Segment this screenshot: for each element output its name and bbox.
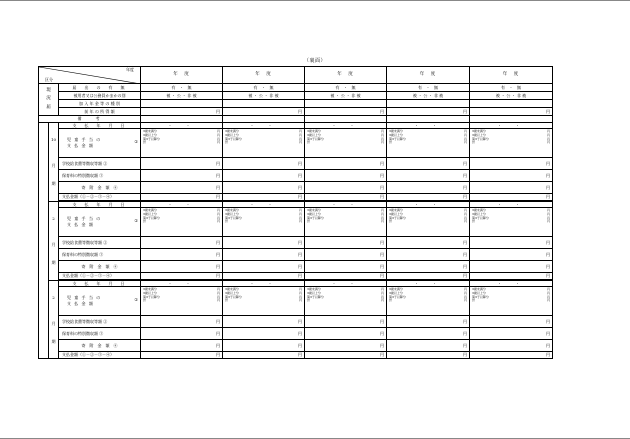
period-1-nursery-row	[39, 170, 553, 182]
status-row-1	[39, 84, 553, 92]
period-1-amount-3[interactable]: 3歳未満分 3歳以上分 第3子以降分 計 円 円 円 円	[305, 129, 387, 158]
period-2-nursery-row	[39, 249, 553, 261]
period-3-donation-1[interactable]: 円	[141, 340, 223, 352]
period-3-net-5[interactable]: 円	[470, 352, 553, 359]
period-3-nursery-5[interactable]: 円	[470, 328, 553, 340]
year-header-label: 年度	[126, 67, 134, 72]
period-1-donation-row	[39, 182, 553, 194]
period-3-nursery-label: 保育料の特別徴収額 ③	[59, 328, 141, 340]
period-3-amount-label: 児 童 手 当 の 支 払 金 額 ①	[59, 287, 141, 316]
period-3-meal-4[interactable]: 円	[387, 316, 470, 328]
period-2-date-5[interactable]: ・ ・	[470, 202, 553, 208]
status-row-3	[39, 100, 553, 108]
period-1-net-5[interactable]: 円	[470, 194, 553, 201]
period-3-net-row	[39, 352, 553, 359]
period-3-net-3[interactable]: 円	[305, 352, 387, 359]
period-3-donation-4[interactable]: 円	[387, 340, 470, 352]
diagonal-header-cell	[39, 67, 141, 84]
fiscal-year-column-1[interactable]: 年 度	[141, 67, 223, 84]
fiscal-year-column-4[interactable]: 年 度	[387, 67, 470, 84]
period-3-donation-3[interactable]: 円	[305, 340, 387, 352]
period-3-meal-label: 学校給食費等徴収等額 ②	[59, 316, 141, 328]
period-1-date-5[interactable]: ・ ・	[470, 123, 553, 129]
period-2-nursery-2[interactable]: 円	[223, 249, 305, 261]
period-2-amount-3[interactable]: 3歳未満分 3歳以上分 第3子以降分 計 円 円 円 円	[305, 208, 387, 237]
period-2-date-4[interactable]: ・ ・	[387, 202, 470, 208]
period-1-amount-row	[39, 129, 553, 158]
status-label-notification: 届 出 の 有 無	[59, 84, 141, 92]
period-3-month-cell: 2 月 期	[49, 281, 59, 359]
status-notification-1[interactable]: 有 ・ 無	[141, 84, 223, 92]
period-1-month-cell: 10 月 期	[49, 123, 59, 202]
period-2-donation-3[interactable]: 円	[305, 261, 387, 273]
period-1-date-1[interactable]: ・ ・	[141, 123, 223, 129]
page-heading: （裏面）	[303, 58, 326, 64]
period-2-nursery-4[interactable]: 円	[387, 249, 470, 261]
period-2-donation-1[interactable]: 円	[141, 261, 223, 273]
status-income-3[interactable]: 円	[305, 108, 387, 116]
status-pension-1[interactable]	[141, 100, 223, 108]
period-3-date-4[interactable]: ・ ・	[387, 281, 470, 287]
status-notification-3[interactable]: 有 ・ 無	[305, 84, 387, 92]
period-3-amount-4[interactable]: 3歳未満分 3歳以上分 第3子以降分 計 円 円 円 円	[387, 287, 470, 316]
remarks-1[interactable]	[141, 116, 223, 123]
period-1-nursery-2[interactable]: 円	[223, 170, 305, 182]
status-pension-2[interactable]	[223, 100, 305, 108]
period-1-donation-1[interactable]: 円	[141, 182, 223, 194]
period-3-meal-1[interactable]: 円	[141, 316, 223, 328]
period-3-net-4[interactable]: 円	[387, 352, 470, 359]
period-2-date-1[interactable]: ・ ・	[141, 202, 223, 208]
period-3-date-3[interactable]: ・ ・	[305, 281, 387, 287]
period-1-net-3[interactable]: 円	[305, 194, 387, 201]
period-2-meal-row	[39, 237, 553, 249]
period-3-net-2[interactable]: 円	[223, 352, 305, 359]
period-3-nursery-2[interactable]: 円	[223, 328, 305, 340]
period-2-date-label: 支 払 年 月 日	[59, 202, 141, 208]
payment-record-table	[38, 66, 553, 359]
period-1-nursery-3[interactable]: 円	[305, 170, 387, 182]
period-1-net-1[interactable]: 円	[141, 194, 223, 201]
remarks-2[interactable]	[223, 116, 305, 123]
period-2-meal-2[interactable]: 円	[223, 237, 305, 249]
period-1-net-label: 支払金額（①－②－③－④）	[59, 194, 141, 201]
period-2-meal-3[interactable]: 円	[305, 237, 387, 249]
period-2-net-5[interactable]: 円	[470, 273, 553, 280]
period-2-net-label: 支払金額（①－②－③－④）	[59, 273, 141, 280]
period-1-date-label: 支 払 年 月 日	[59, 123, 141, 129]
status-pension-3[interactable]	[305, 100, 387, 108]
status-label-employment: 被用者又は公務員かまかの別	[59, 92, 141, 100]
header-row	[39, 67, 553, 84]
period-2-net-2[interactable]: 円	[223, 273, 305, 280]
period-1-amount-2[interactable]: 3歳未満分 3歳以上分 第3子以降分 計 円 円 円 円	[223, 129, 305, 158]
period-3-date-2[interactable]: ・ ・	[223, 281, 305, 287]
period-1-meal-5[interactable]: 円	[470, 158, 553, 170]
period-2-meal-4[interactable]: 円	[387, 237, 470, 249]
period-1-nursery-5[interactable]: 円	[470, 170, 553, 182]
period-1-meal-row	[39, 158, 553, 170]
period-1-net-4[interactable]: 円	[387, 194, 470, 201]
fiscal-year-column-2[interactable]: 年 度	[223, 67, 305, 84]
period-2-amount-4[interactable]: 3歳未満分 3歳以上分 第3子以降分 計 円 円 円 円	[387, 208, 470, 237]
period-1-amount-5[interactable]: 3歳未満分 3歳以上分 第3子以降分 計 円 円 円 円	[470, 129, 553, 158]
period-2-amount-1[interactable]: 3歳未満分 3歳以上分 第3子以降分 計 円 円 円 円	[141, 208, 223, 237]
period-3-amount-row	[39, 287, 553, 316]
period-2-net-row	[39, 273, 553, 280]
status-label-pension: 加 入 年 金 等 の 種 別	[59, 100, 141, 108]
period-2-meal-1[interactable]: 円	[141, 237, 223, 249]
status-row-2	[39, 92, 553, 100]
period-2-amount-label: 児 童 手 当 の 支 払 金 額 ①	[59, 208, 141, 237]
period-3-amount-1[interactable]: 3歳未満分 3歳以上分 第3子以降分 計 円 円 円 円	[141, 287, 223, 316]
period-2-month-cell: 2 月 期	[49, 202, 59, 281]
period-1-net-row	[39, 194, 553, 201]
period-1-donation-2[interactable]: 円	[223, 182, 305, 194]
status-employment-3[interactable]: 被 ・ 公 ・ 非 被	[305, 92, 387, 100]
remarks-3[interactable]	[305, 116, 387, 123]
period-3-donation-2[interactable]: 円	[223, 340, 305, 352]
status-row-4	[39, 108, 553, 116]
period-1-donation-5[interactable]: 円	[470, 182, 553, 194]
period-3-amount-2[interactable]: 3歳未満分 3歳以上分 第3子以降分 計 円 円 円 円	[223, 287, 305, 316]
fiscal-year-column-3[interactable]: 年 度	[305, 67, 387, 84]
period-2-donation-5[interactable]: 円	[470, 261, 553, 273]
period-3-amount-5[interactable]: 3歳未満分 3歳以上分 第3子以降分 計 円 円 円 円	[470, 287, 553, 316]
period-3-nursery-3[interactable]: 円	[305, 328, 387, 340]
status-employment-4[interactable]: 被 ・ 公 ・ 非 被	[387, 92, 470, 100]
period-2-amount-5[interactable]: 3歳未満分 3歳以上分 第3子以降分 計 円 円 円 円	[470, 208, 553, 237]
period-1-meal-3[interactable]: 円	[305, 158, 387, 170]
period-3-donation-label: 寄 附 金 額 ④	[59, 340, 141, 352]
status-income-2[interactable]: 円	[223, 108, 305, 116]
period-3-net-1[interactable]: 円	[141, 352, 223, 359]
period-1-nursery-1[interactable]: 円	[141, 170, 223, 182]
period-1-net-2[interactable]: 円	[223, 194, 305, 201]
frame-top-border	[0, 0, 630, 1]
period-1-donation-label: 寄 附 金 額 ④	[59, 182, 141, 194]
fiscal-year-column-5[interactable]: 年 度	[470, 67, 553, 84]
period-1-meal-4[interactable]: 円	[387, 158, 470, 170]
period-1-donation-3[interactable]: 円	[305, 182, 387, 194]
period-3-date-label: 支 払 年 月 日	[59, 281, 141, 287]
status-pension-4[interactable]	[387, 100, 470, 108]
status-row-remarks	[39, 116, 553, 123]
status-section-label: 現 況 届	[39, 84, 59, 116]
period-3-nursery-row	[39, 328, 553, 340]
remarks-label: 備 考	[39, 116, 141, 123]
status-notification-2[interactable]: 有 ・ 無	[223, 84, 305, 92]
period-2-nursery-1[interactable]: 円	[141, 249, 223, 261]
status-employment-2[interactable]: 被 ・ 公 ・ 非 被	[223, 92, 305, 100]
period-1-donation-4[interactable]: 円	[387, 182, 470, 194]
period-3-nursery-4[interactable]: 円	[387, 328, 470, 340]
period-2-donation-4[interactable]: 円	[387, 261, 470, 273]
period-3-donation-5[interactable]: 円	[470, 340, 553, 352]
period-3-amount-3[interactable]: 3歳未満分 3歳以上分 第3子以降分 計 円 円 円 円	[305, 287, 387, 316]
period-3-net-label: 支払金額（①－②－③－④）	[59, 352, 141, 359]
category-header-label: 区分	[45, 77, 53, 82]
period-2-nursery-3[interactable]: 円	[305, 249, 387, 261]
period-2-nursery-label: 保育料の特別徴収額 ③	[59, 249, 141, 261]
period-2-nursery-5[interactable]: 円	[470, 249, 553, 261]
status-income-5[interactable]: 円	[470, 108, 553, 116]
period-1-amount-1[interactable]: 3歳未満分 3歳以上分 第3子以降分 計 円 円 円 円	[141, 129, 223, 158]
period-2-net-3[interactable]: 円	[305, 273, 387, 280]
period-1-date-4[interactable]: ・ ・	[387, 123, 470, 129]
status-label-income: 前 年 の 所 得 額	[59, 108, 141, 116]
period-3-meal-2[interactable]: 円	[223, 316, 305, 328]
remarks-5[interactable]	[470, 116, 553, 123]
period-2-net-1[interactable]: 円	[141, 273, 223, 280]
status-notification-4[interactable]: 有 ・ 無	[387, 84, 470, 92]
period-2-net-4[interactable]: 円	[387, 273, 470, 280]
period-2-amount-row	[39, 208, 553, 237]
payment-section-label	[39, 123, 49, 359]
period-3-date-5[interactable]: ・ ・	[470, 281, 553, 287]
period-1-meal-label: 学校給食費等徴収等額 ②	[59, 158, 141, 170]
period-1-meal-2[interactable]: 円	[223, 158, 305, 170]
status-employment-5[interactable]: 被 ・ 公 ・ 非 被	[470, 92, 553, 100]
period-3-meal-row	[39, 316, 553, 328]
period-1-amount-4[interactable]: 3歳未満分 3歳以上分 第3子以降分 計 円 円 円 円	[387, 129, 470, 158]
period-3-meal-5[interactable]: 円	[470, 316, 553, 328]
period-2-donation-label: 寄 附 金 額 ④	[59, 261, 141, 273]
period-1-date-3[interactable]: ・ ・	[305, 123, 387, 129]
status-employment-1[interactable]: 被 ・ 公 ・ 非 被	[141, 92, 223, 100]
period-3-meal-3[interactable]: 円	[305, 316, 387, 328]
remarks-4[interactable]	[387, 116, 470, 123]
status-notification-5[interactable]: 有 ・ 無	[470, 84, 553, 92]
period-2-date-3[interactable]: ・ ・	[305, 202, 387, 208]
status-income-1[interactable]: 円	[141, 108, 223, 116]
period-1-nursery-label: 保育料の特別徴収額 ③	[59, 170, 141, 182]
period-2-date-2[interactable]: ・ ・	[223, 202, 305, 208]
period-1-amount-label: 児 童 手 当 の 支 払 金 額 ①	[59, 129, 141, 158]
status-pension-5[interactable]	[470, 100, 553, 108]
status-income-4[interactable]: 円	[387, 108, 470, 116]
period-2-meal-5[interactable]: 円	[470, 237, 553, 249]
period-3-date-1[interactable]: ・ ・	[141, 281, 223, 287]
period-2-donation-2[interactable]: 円	[223, 261, 305, 273]
period-3-nursery-1[interactable]: 円	[141, 328, 223, 340]
period-1-nursery-4[interactable]: 円	[387, 170, 470, 182]
period-2-donation-row	[39, 261, 553, 273]
period-3-donation-row	[39, 340, 553, 352]
period-1-date-2[interactable]: ・ ・	[223, 123, 305, 129]
period-1-meal-1[interactable]: 円	[141, 158, 223, 170]
period-2-amount-2[interactable]: 3歳未満分 3歳以上分 第3子以降分 計 円 円 円 円	[223, 208, 305, 237]
period-2-meal-label: 学校給食費等徴収等額 ②	[59, 237, 141, 249]
